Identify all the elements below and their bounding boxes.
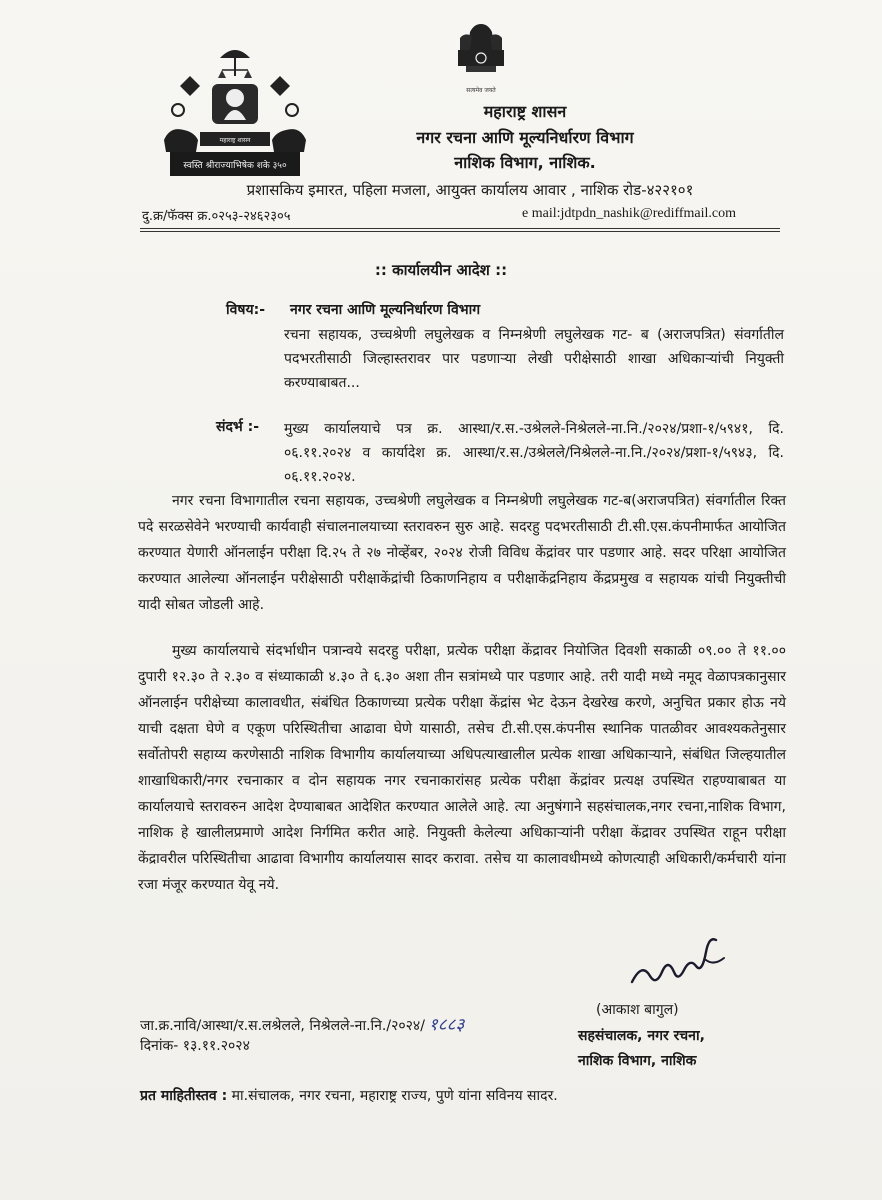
header-divider — [140, 228, 780, 232]
national-emblem-icon — [452, 22, 510, 100]
emblem-motto-text: सत्यमेव जयते — [466, 87, 496, 94]
email-address: e mail:jdtpdn_nashik@rediffmail.com — [522, 206, 737, 221]
subject-heading: नगर रचना आणि मूल्यनिर्धारण विभाग — [290, 302, 481, 318]
rajmudra-seal-icon — [160, 40, 310, 182]
copy-to — [140, 1086, 558, 1105]
signatory-designation: सहसंचालक, नगर रचना, — [578, 1028, 705, 1044]
subject-label: विषय:- — [226, 302, 266, 318]
outward-number-handwritten: १८८३ — [428, 1015, 465, 1035]
reference-body: मुख्य कार्यालयाचे पत्र क्र. आस्था/र.स.-उश्रेलले-निश्रेलले-ना.नि./२०२४/प्रशा-१/५९४१, दि. ०६.११.२०२४ व कार्यादेश क्र. आस्था/र.स./उश्रेलले/निश्रेलले-ना.नि./२०२४/प्रशा-१/५९४३, दि. ०६.११.२०२४. — [284, 421, 784, 485]
division-name: नाशिक विभाग, नाशिक. — [454, 153, 596, 172]
outward-number-prefix: जा.क्र.नावि/आस्था/र.स.लश्रेलले, निश्रेलले-ना.नि./२०२४/ — [140, 1018, 425, 1034]
document-title: :: कार्यालयीन आदेश :: — [374, 261, 508, 279]
signature-icon — [626, 936, 736, 1002]
signatory-name: (आकाश बागुल) — [596, 1002, 679, 1018]
copy-to-text: मा.संचालक, नगर रचना, महाराष्ट्र राज्य, पुणे यांना सविनय सादर. — [227, 1088, 558, 1104]
office-address: प्रशासकिय इमारत, पहिला मजला, आयुक्त कार्यालय आवार , नाशिक रोड-४२२१०१ — [246, 181, 694, 199]
reference-label: संदर्भ :- — [216, 419, 260, 435]
outward-number — [140, 1012, 464, 1035]
signatory-office: नाशिक विभाग, नाशिक — [578, 1053, 697, 1069]
phone-fax: दु.क्र/फॅक्स क्र.०२५३-२४६२३०५ — [142, 209, 291, 224]
body-paragraph-1: नगर रचना विभागातील रचना सहायक, उच्चश्रेणी लघुलेखक व निम्नश्रेणी लघुलेखक गट-ब(अराजपत्रित) संवर्गातील रिक्त पदे सरळसेवेने भरण्याची कार्यवाही संचालनालयाच्या स्तरावरुन सुरु आहे. सदरहु पदभरतीसाठी टी.सी.एस.कंपनीमार्फत आयोजित करण्यात येणारी ऑनलाईन परीक्षा दि.२५ ते २७ नोव्हेंबर, २०२४ रोजी विविध केंद्रांवर पार पडणार आहे. सदर परिक्षा आयोजित करण्यात आलेल्या ऑनलाईन परीक्षेसाठी परीक्षाकेंद्रांची ठिकाणनिहाय व परीक्षाकेंद्रनिहाय केंद्रप्रमुख व सहायक यांची नियुक्तीची यादी सोबत जोडली आहे. — [138, 493, 786, 613]
govt-name: महाराष्ट्र शासन — [483, 102, 567, 121]
department-name: नगर रचना आणि मूल्यनिर्धारण विभाग — [416, 128, 634, 147]
body-paragraph-2: मुख्य कार्यालयाचे संदर्भाधीन पत्रान्वये सदरहु परीक्षा, प्रत्येक परीक्षा केंद्रावर नियोजित दिवशी सकाळी ०९.०० ते ११.०० दुपारी १२.३० ते २.३० व संध्याकाळी ४.३० ते ६.३० अशा तीन सत्रांमध्ये पार पडणार आहे. तरी यादी मध्ये नमूद वेळापत्रकानुसार ऑनलाईन परीक्षेच्या कालावधीत, संबंधित ठिकाणच्या प्रत्येक परीक्षा केंद्रांस भेट देऊन देखरेख करणे, अनुचित प्रकार होऊ नये याची दक्षता घेणे व एकूण परिस्थितीचा आढावा घेणे यासाठी, तसेच टी.सी.एस.कंपनीस स्थानिक पातळीवर आवश्यकतेनुसार सर्वोतोपरी सहाय्य करणेसाठी नाशिक विभागीय कार्यालयाच्या अधिपत्याखालील प्रत्येक शाखा अधिकाऱ्याने, संबंधित जिल्हयातील शाखाधिकारी/नगर रचनाकार व दोन सहायक नगर रचनाकारांसह प्रत्येक परीक्षा केंद्रांवर प्रत्यक्ष उपस्थित राहण्याबाबत या कार्यालयाचे स्तरावरुन आदेश देण्याबाबत आदेशित करण्यात आलेले आहे. त्या अनुषंगाने सहसंचालक,नगर रचना,नाशिक विभाग, नाशिक हे खालीलप्रमाणे आदेश निर्गमित करीत आहे. नियुक्ती केलेल्या अधिकाऱ्यांनी परीक्षा केंद्रावर उपस्थित राहून परीक्षा केंद्रावरील परिस्थितीचा आढावा विभागीय कार्यालयास सादर करावा. तसेच या कालावधीमध्ये कोणत्याही अधिकारी/कर्मचारी यांना रजा मंजूर करण्यात येवू नये. — [138, 643, 786, 893]
issue-date: दिनांक- १३.११.२०२४ — [140, 1038, 250, 1054]
seal-ribbon-text: महाराष्ट्र शासन — [219, 137, 251, 144]
seal-motto-text: स्वस्ति श्रीराज्याभिषेक शके ३५० — [183, 161, 287, 171]
subject-body: रचना सहायक, उच्चश्रेणी लघुलेखक व निम्नश्रेणी लघुलेखक गट- ब (अराजपत्रित) संवर्गातील पदभरतीसाठी जिल्हास्तरावर पार पडणाऱ्या लेखी परीक्षेसाठी शाखा अधिकाऱ्यांची नियुक्ती करण्याबाबत... — [284, 327, 784, 391]
copy-to-label: प्रत माहितीस्तव : — [140, 1088, 228, 1104]
